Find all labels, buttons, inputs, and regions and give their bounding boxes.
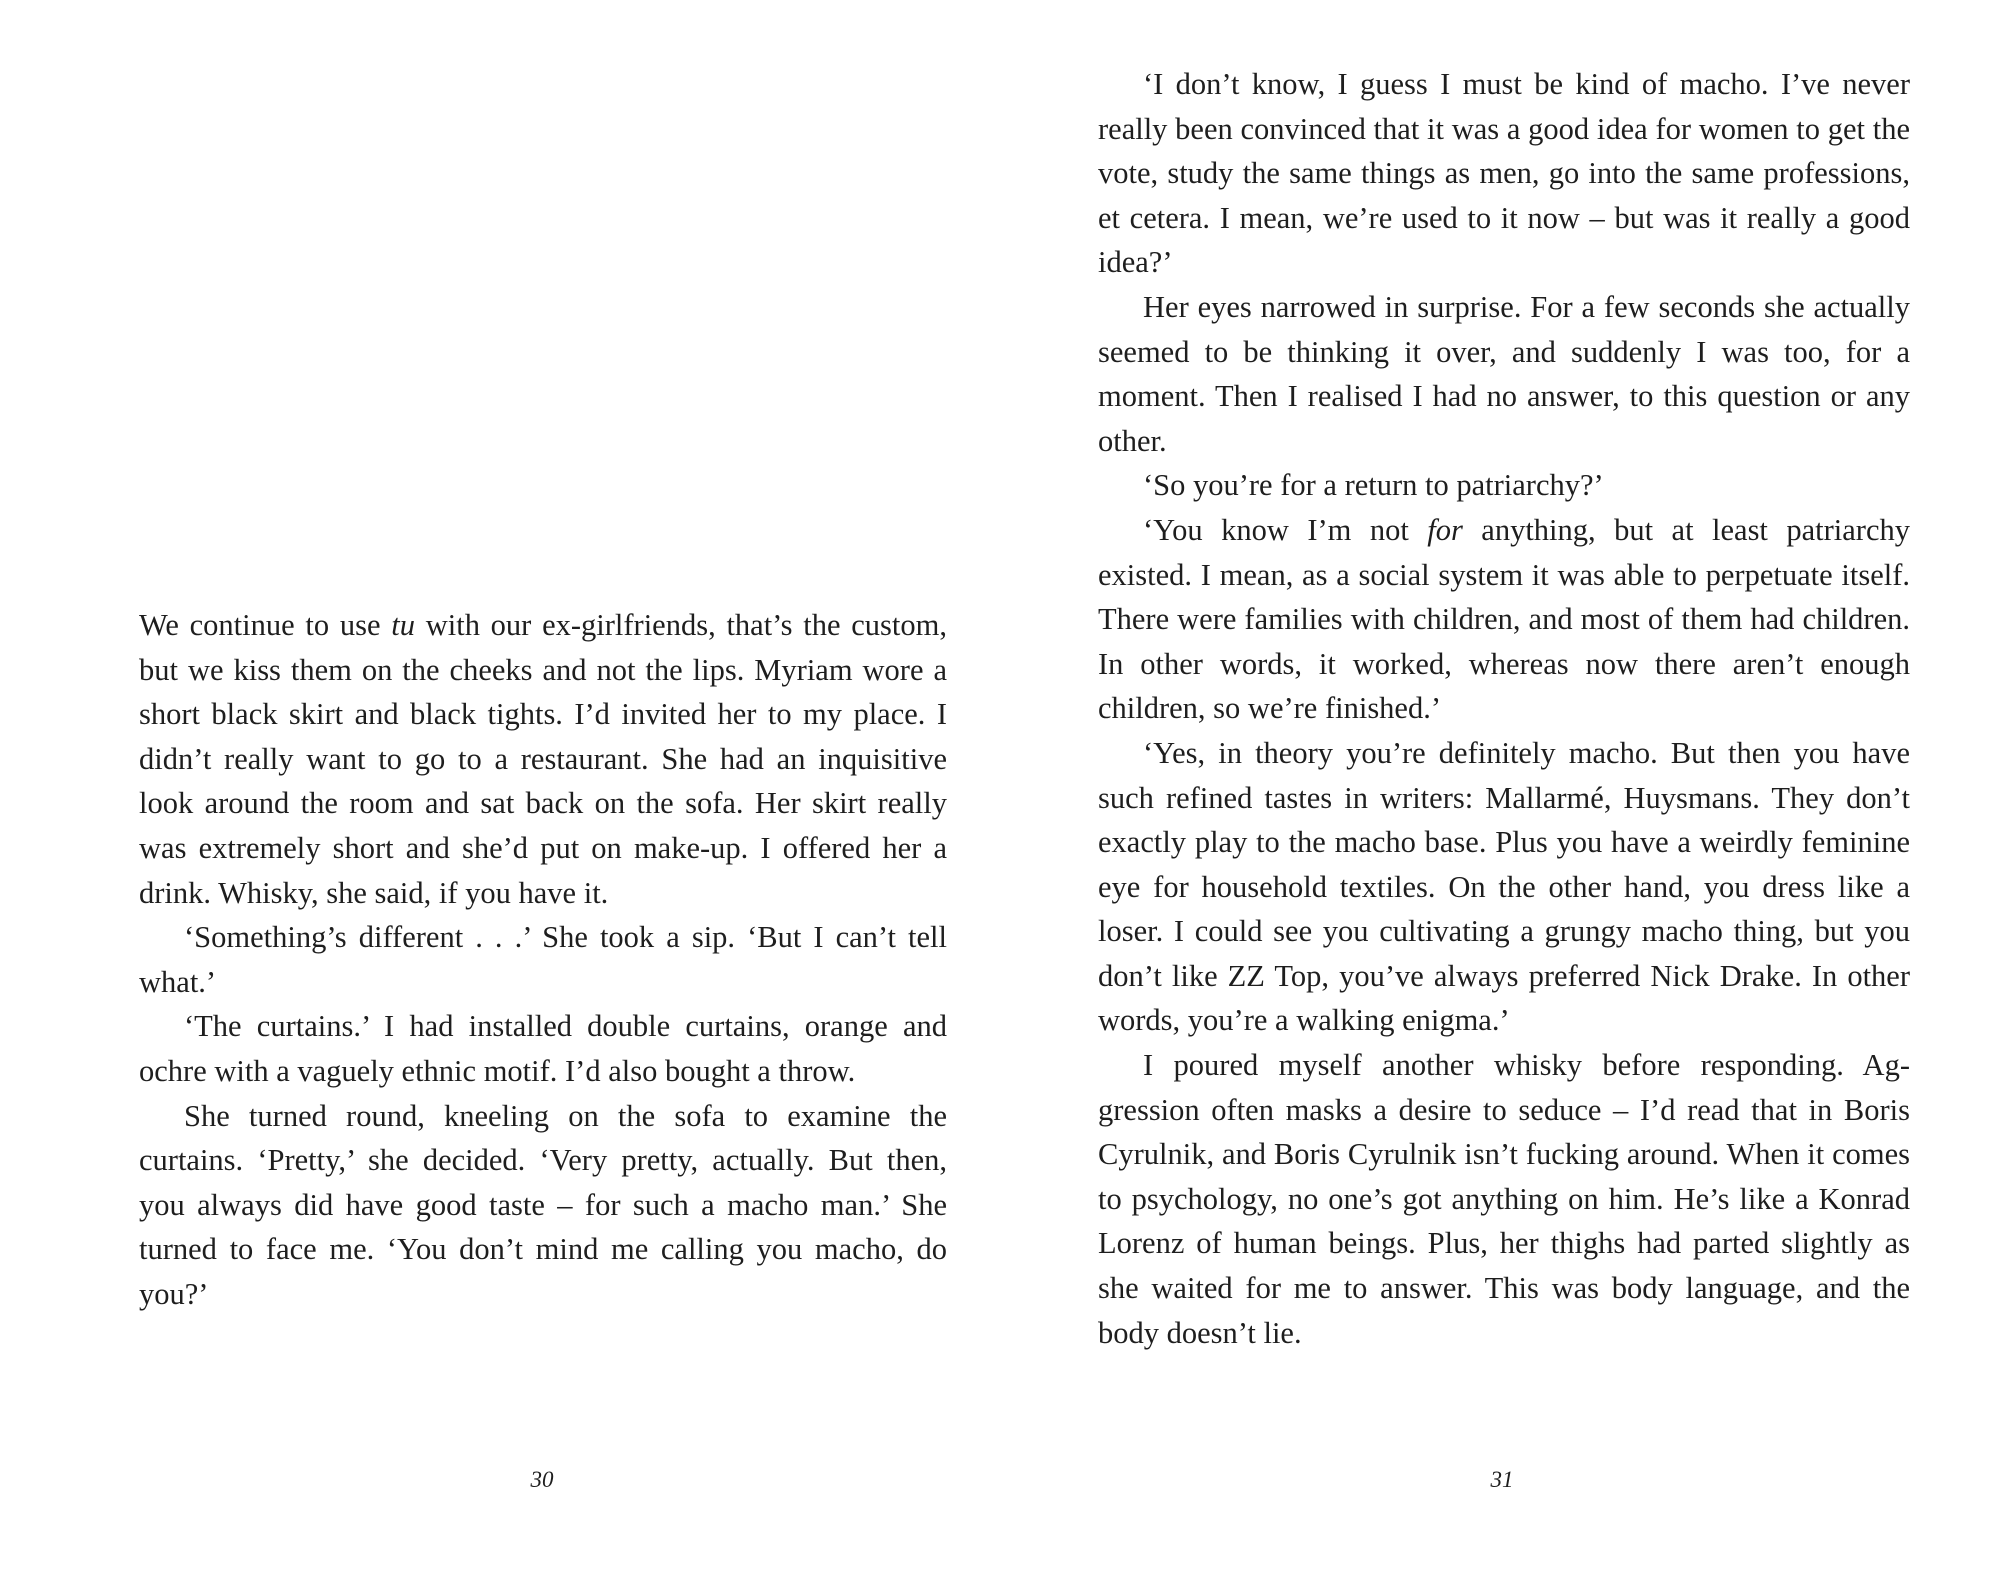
paragraph: ‘The curtains.’ I had installed double curtains, orange and ochre with a vaguely ethnic motif. I’d also bought a throw. — [139, 1009, 947, 1088]
paragraph: Her eyes narrowed in surprise. For a few seconds she actually seemed to be thinking it over, and suddenly I was too, for a moment. Then I realised I had no answer, to this question or any other. — [1098, 289, 1910, 458]
paragraph: ‘Yes, in theory you’re definitely macho. But then you have such refined tastes in writers: Mallarmé, Huysmans. They don’t exactly play to the macho base. Plus you have a weirdly feminine eye for household textiles. On the other hand, you dress like a loser. I could see you cultivating a grungy macho thing, but you don’t like ZZ Top, you’ve always preferred Nick Drake. In other words, you’re a walking enigma.’ — [1098, 735, 1910, 1038]
paragraph: ‘I don’t know, I guess I must be kind of macho. I’ve never really been convinced that it was a good idea for women to get the vote, study the same things as men, go into the same professions, et cetera. I mean, we’re used to it now – but was it really a good idea?’ — [1098, 67, 1910, 280]
italic-word: tu — [391, 608, 415, 642]
page-number: 31 — [1490, 1467, 1514, 1492]
left-page-text — [139, 603, 947, 1317]
right-page-text — [1098, 62, 1910, 1355]
paragraph: ‘You know I’m not for anything, but at least patriarchy existed. I mean, as a social system it was able to perpetuate itself. There were families with children, and most of them had children. In other words, it worked, whereas now there aren’t enough children, so we’re finished.’ — [1098, 512, 1910, 726]
paragraph: I poured myself another whisky before responding. Aggression often masks a desire to seduce – I’d read that in Boris Cyrulnik, and Boris Cyrulnik isn’t fucking around. When it comes to psychology, no one’s got anything on him. He’s like a Konrad Lorenz of human beings. Plus, her thighs had parted slightly as she waited for me to answer. This was body language, and the body doesn’t lie. — [1098, 1048, 1910, 1350]
paragraph: We continue to use tu with our ex-girlfriends, that’s the custom, but we kiss them on the cheeks and not the lips. Myriam wore a short black skirt and black tights. I’d invited her to my place. I didn’t really want to go to a restaurant. She had an inquisitive look around the room and sat back on the sofa. Her skirt really was extremely short and she’d put on make-up. I offered her a drink. Whisky, she said, if you have it. — [139, 608, 947, 910]
paragraph: ‘So you’re for a return to patriarchy?’ — [1143, 468, 1604, 503]
italic-word: for — [1427, 512, 1463, 547]
right-page — [1000, 0, 2000, 1596]
paragraph: ‘Something’s different . . .’ She took a sip. ‘But I can’t tell what.’ — [139, 920, 947, 999]
page-number: 30 — [530, 1467, 554, 1492]
paragraph: She turned round, kneeling on the sofa to examine the curtains. ‘Pretty,’ she decided. ‘Very pretty, actually. But then, you always did have good taste – for such a macho man.’ She turned to face me. ‘You don’t mind me calling you macho, do you?’ — [139, 1098, 947, 1311]
